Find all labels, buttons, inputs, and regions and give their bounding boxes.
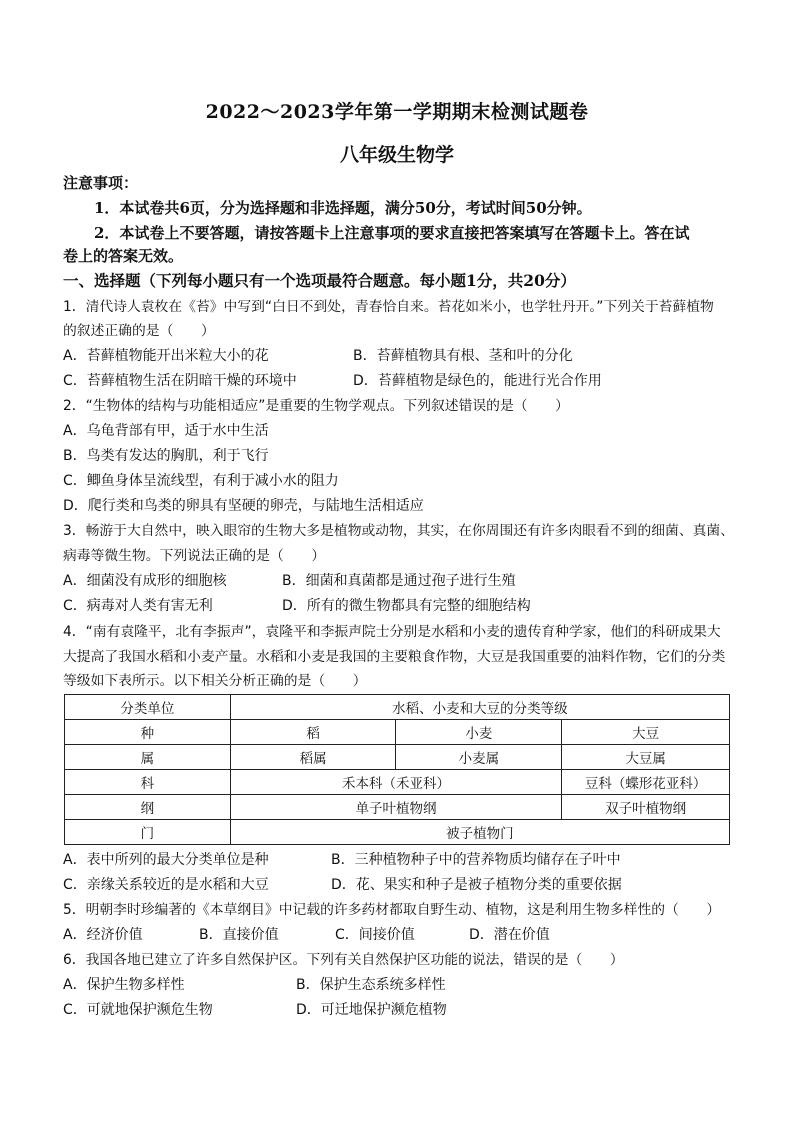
table-cell: 小麦 <box>396 720 562 745</box>
q1-option-c: C．苔藓植物生活在阴暗干燥的环境中 <box>63 373 297 389</box>
q2-option-d: D．爬行类和鸟类的卵具有坚硬的卵壳，与陆地生活相适应 <box>63 498 424 514</box>
q6-stem: 6．我国各地已建立了许多自然保护区。下列有关自然保护区功能的说法，错误的是（ ） <box>63 952 624 968</box>
q6-option-a: A．保护生物多样性 <box>63 977 185 993</box>
q5-option-b: B．直接价值 <box>199 927 279 943</box>
notice-heading: 注意事项： <box>63 174 139 192</box>
notice-item-1: 1．本试卷共6页，分为选择题和非选择题，满分50分，考试时间50分钟。 <box>94 199 592 217</box>
q2-option-b: B．鸟类有发达的胸肌，利于飞行 <box>63 448 269 464</box>
table-cell: 大豆 <box>562 720 730 745</box>
q5-option-d: D．潜在价值 <box>469 927 550 943</box>
q6-option-c: C．可就地保护濒危生物 <box>63 1002 213 1018</box>
table-cell: 大豆属 <box>562 745 730 770</box>
notice-item-2-line-2: 卷上的答案无效。 <box>63 247 184 265</box>
q3-option-d: D．所有的微生物都具有完整的细胞结构 <box>282 598 531 614</box>
q1-option-b: B．苔藓植物具有根、茎和叶的分化 <box>353 348 573 364</box>
q5-option-a: A．经济价值 <box>63 927 143 943</box>
q4-stem-line-3: 等级如下表所示。以下相关分析正确的是（ ） <box>63 673 367 689</box>
notice-item-2-line-1: 2．本试卷上不要答题，请按答题卡上注意事项的要求直接把答案填写在答题卡上。答在试 <box>94 224 690 242</box>
q3-stem-line-1: 3．畅游于大自然中，映入眼帘的生物大多是植物或动物，其实，在你周围还有许多肉眼看不到的细菌、真菌、 <box>63 523 735 539</box>
exam-title: 2022～2023学年第一学期期末检测试题卷 <box>205 101 589 123</box>
table-row-species <box>65 720 730 745</box>
q1-stem-line-2: 的叙述正确的是（ ） <box>63 323 215 339</box>
table-header-span: 水稻、小麦和大豆的分类等级 <box>230 695 729 720</box>
table-cell: 科 <box>65 770 231 795</box>
q4-option-a: A．表中所列的最大分类单位是种 <box>63 852 269 868</box>
table-cell: 稻属 <box>230 745 396 770</box>
q1-option-d: D．苔藓植物是绿色的，能进行光合作用 <box>353 373 602 389</box>
table-cell: 种 <box>65 720 231 745</box>
table-header-row <box>65 695 730 720</box>
q4-option-c: C．亲缘关系较近的是水稻和大豆 <box>63 877 269 893</box>
table-row-genus <box>65 745 730 770</box>
table-row-phylum <box>65 820 730 845</box>
q4-option-d: D．花、果实和种子是被子植物分类的重要依据 <box>331 877 622 893</box>
q1-option-a: A．苔藓植物能开出米粒大小的花 <box>63 348 269 364</box>
table-cell: 小麦属 <box>396 745 562 770</box>
table-cell: 纲 <box>65 795 231 820</box>
q6-option-b: B．保护生态系统多样性 <box>296 977 446 993</box>
q2-option-c: C．鲫鱼身体呈流线型，有利于减小水的阻力 <box>63 473 339 489</box>
table-cell: 属 <box>65 745 231 770</box>
table-cell: 豆科（蝶形花亚科） <box>562 770 730 795</box>
table-row-family <box>65 770 730 795</box>
q3-stem-line-2: 病毒等微生物。下列说法正确的是（ ） <box>63 548 326 564</box>
classification-table <box>64 694 730 845</box>
q2-option-a: A．乌龟背部有甲，适于水中生活 <box>63 423 269 439</box>
table-cell: 双子叶植物纲 <box>562 795 730 820</box>
q3-option-c: C．病毒对人类有害无利 <box>63 598 213 614</box>
q2-stem: 2．“生物体的结构与功能相适应”是重要的生物学观点。下列叙述错误的是（ ） <box>63 398 569 414</box>
table-header-unit: 分类单位 <box>65 695 231 720</box>
table-cell: 禾本科（禾亚科） <box>230 770 561 795</box>
q6-option-d: D．可迁地保护濒危植物 <box>296 1002 447 1018</box>
q3-option-b: B．细菌和真菌都是通过孢子进行生殖 <box>282 573 516 589</box>
table-cell: 单子叶植物纲 <box>230 795 561 820</box>
exam-subtitle: 八年级生物学 <box>339 144 454 166</box>
q4-option-b: B．三种植物种子中的营养物质均储存在子叶中 <box>331 852 621 868</box>
q1-stem-line-1: 1．清代诗人袁枚在《苔》中写到“白日不到处，青春恰自来。苔花如米小，也学牡丹开。”下列关于苔藓植物 <box>63 299 714 315</box>
table-cell: 门 <box>65 820 231 845</box>
section-1-heading: 一、选择题（下列每小题只有一个选项最符合题意。每小题1分，共20分） <box>63 271 576 290</box>
q5-stem: 5．明朝李时珍编著的《本草纲目》中记载的许多药材都取自野生动、植物，这是利用生物多样性的（ ） <box>63 902 721 918</box>
q3-option-a: A．细菌没有成形的细胞核 <box>63 573 227 589</box>
table-row-class <box>65 795 730 820</box>
q4-stem-line-1: 4．“南有袁隆平，北有李振声”，袁隆平和李振声院士分别是水稻和小麦的遗传育种学家，他们的科研成果大 <box>63 624 721 640</box>
table-cell: 被子植物门 <box>230 820 729 845</box>
table-cell: 稻 <box>230 720 396 745</box>
q4-stem-line-2: 大提高了我国水稻和小麦产量。水稻和小麦是我国的主要粮食作物，大豆是我国重要的油料作物，它们的分类 <box>63 649 726 665</box>
q5-option-c: C．间接价值 <box>335 927 415 943</box>
